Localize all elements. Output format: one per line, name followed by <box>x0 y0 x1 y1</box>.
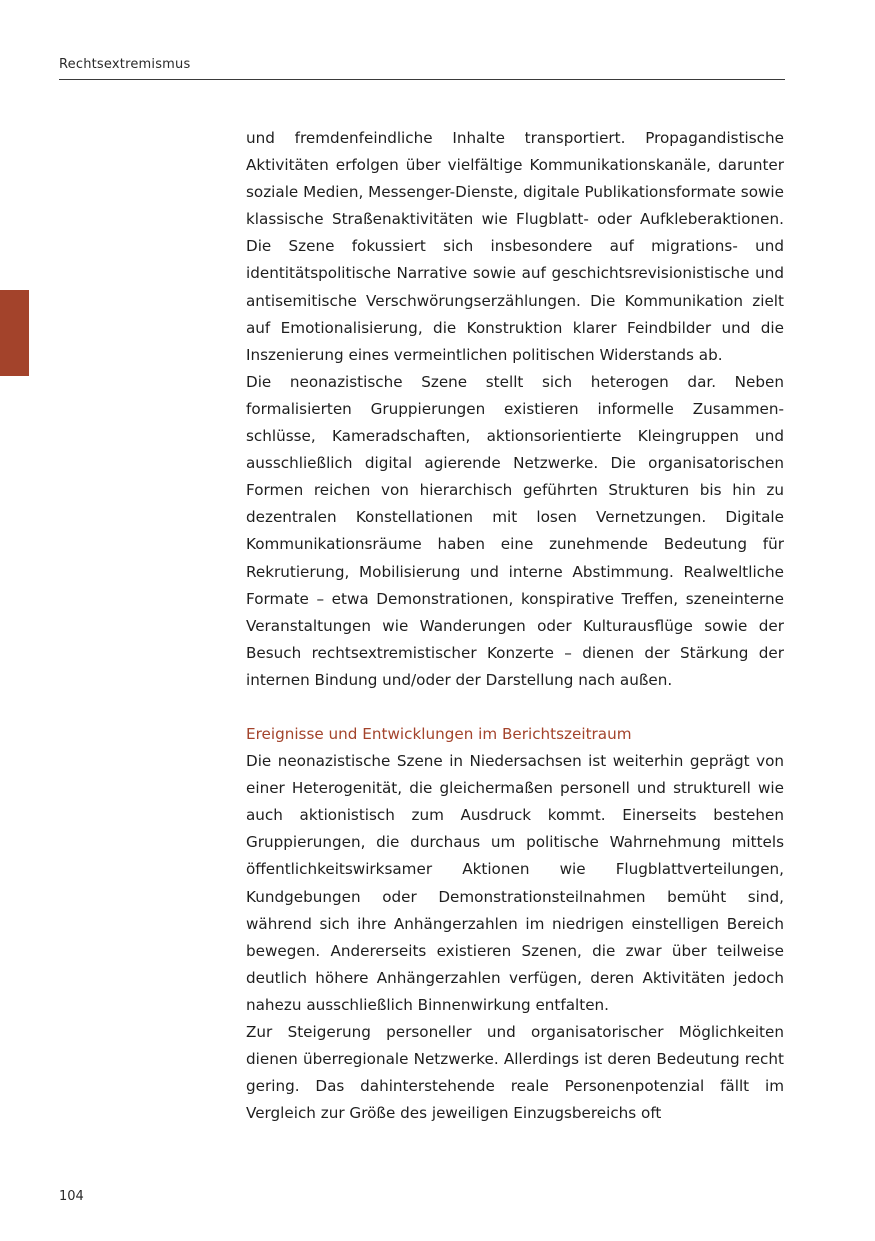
body-text-column <box>246 125 784 1127</box>
page-number: 104 <box>59 1189 84 1204</box>
chapter-tab-marker <box>0 290 29 376</box>
section-heading: Ereignisse und Entwicklungen im Berichtszeitraum <box>246 724 632 743</box>
paragraph-heterogeneity: Die neonazistische Szene in Niedersachsen ist weiterhin geprägt von einer Heterogenität, die gleichermaßen personell und strukturell wie auch aktionistisch zum Ausdruck kommt. Einerseits bestehen Gruppierungen, die durchaus um politische Wahrnehmung mittels öffentlichkeitswirksamer Aktionen wie Flugblattverteilungen, Kundgebungen oder Demonstrationsteilnahmen bemüht sind, während sich ihre Anhängerzahlen im niedrigen einstelligen Bereich bewegen. Andererseits existieren Szenen, die zwar über teilweise deutlich höhere Anhängerzahlen verfügen, deren Aktivitäten jedoch nahezu ausschließlich Binnenwirkung entfalten. <box>246 752 784 1014</box>
running-title: Rechtsextremismus <box>59 57 191 72</box>
paragraph-propaganda: und fremdenfeindliche Inhalte transportiert. Propagandistische Aktivitäten erfolgen über vielfältige Kommunikationskanäle, darunter soziale Medien, Messenger-Dienste, digitale Publikationsformate sowie klassische Straßenaktivitäten wie Flugblatt- oder Aufkleberaktionen. Die Szene fokussiert sich insbesondere auf migrations- und identitätspolitische Narrative sowie auf geschichtsrevisionistische und antisemitische Verschwörungserzählungen. Die Kommunikation zielt auf Emotionalisierung, die Konstruktion klarer Feindbilder und die Inszenierung eines vermeintlichen politischen Widerstands ab. <box>246 129 784 364</box>
paragraph-networks: Zur Steigerung personeller und organisatorischer Möglichkeiten dienen überregionale Netzwerke. Allerdings ist deren Bedeutung recht gering. Das dahinterstehende reale Personenpotenzial fällt im Vergleich zur Größe des jeweiligen Einzugsbereichs oft <box>246 1023 784 1123</box>
paragraph-scene-structure: Die neonazistische Szene stellt sich heterogen dar. Neben formalisierten Gruppierungen existieren informelle Zusammenschlüsse, Kameradschaften, aktionsorientierte Kleingruppen und ausschließlich digital agierende Netzwerke. Die organisatorischen Formen reichen von hierarchisch geführten Strukturen bis hin zu dezentralen Konstellationen mit losen Vernetzungen. Digitale Kommunikationsräume haben eine zunehmende Bedeutung für Rekrutierung, Mobilisierung und interne Abstimmung. Realweltliche Formate – etwa Demonstrationen, konspirative Treffen, szeneinterne Veranstaltungen wie Wanderungen oder Kulturausflüge sowie der Besuch rechtsextremistischer Konzerte – dienen der Stärkung der internen Bindung und/oder der Darstellung nach außen. <box>246 372 784 689</box>
header-rule <box>59 79 785 80</box>
